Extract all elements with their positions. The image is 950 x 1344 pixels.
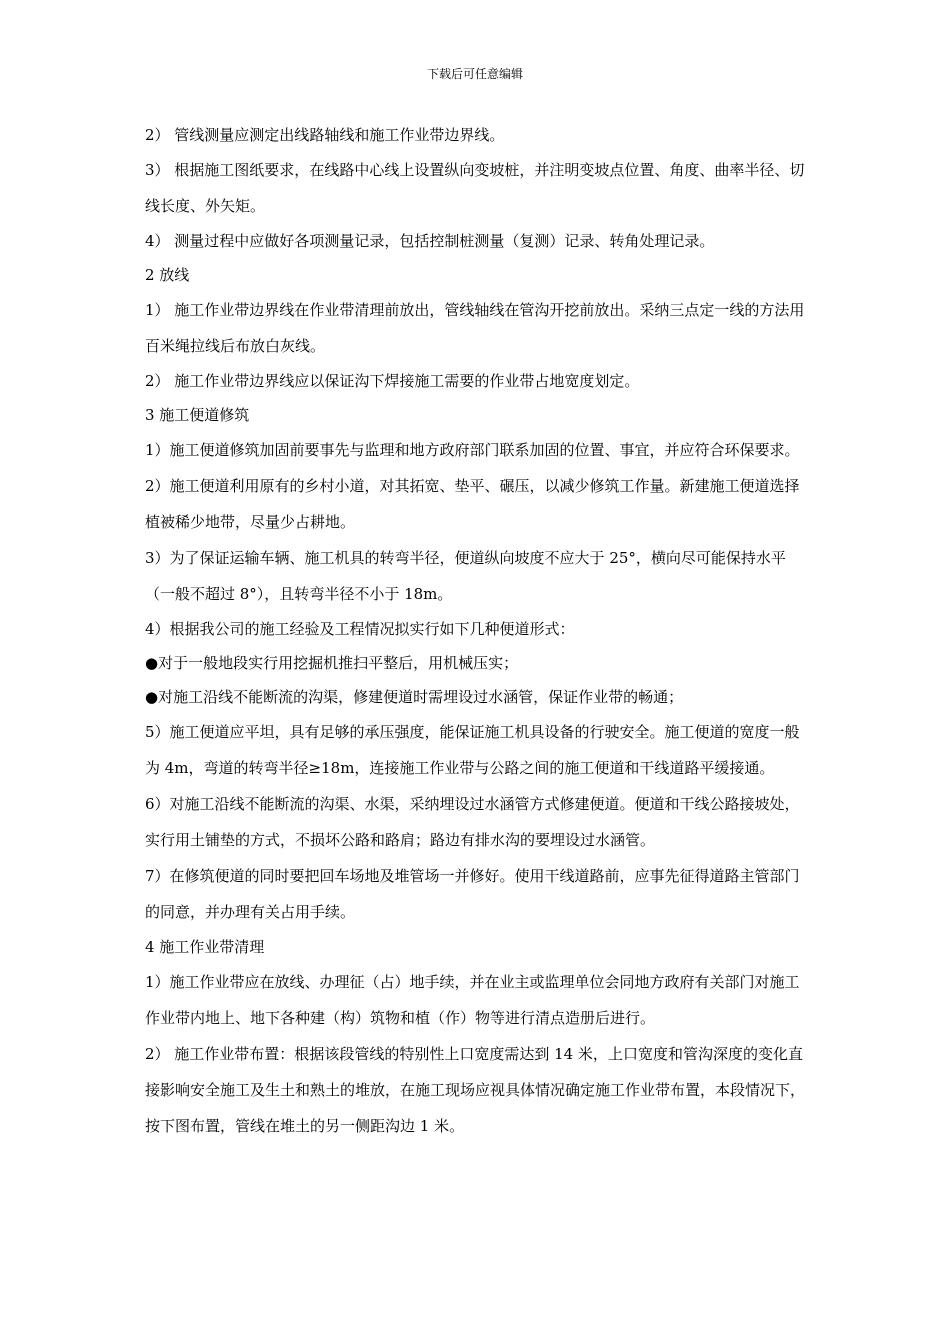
paragraph: 1）施工作业带应在放线、办理征（占）地手续，并在业主或监理单位会同地方政府有关部门对施工作业带内地上、地下各种建（构）筑物和植（作）物等进行清点造册后进行。 <box>145 973 800 1027</box>
paragraph: 6）对施工沿线不能断流的沟渠、水渠，采纳埋设过水涵管方式修建便道。便道和干线公路接坡处，实行用土铺垫的方式，不损坏公路和路肩；路边有排水沟的要埋设过水涵管。 <box>145 795 800 849</box>
paragraph: 4） 测量过程中应做好各项测量记录，包括控制桩测量（复测）记录、转角处理记录。 <box>145 232 715 250</box>
section-heading: 4 施工作业带清理 <box>145 938 265 956</box>
paragraph: 5）施工便道应平坦，具有足够的承压强度，能保证施工机具设备的行驶安全。施工便道的宽度一般为 4m，弯道的转弯半径≥18m，连接施工作业带与公路之间的施工便道和干线道路平缓接通。 <box>145 723 800 777</box>
page-header: 下载后可任意编辑 <box>426 67 523 81</box>
paragraph: 1） 施工作业带边界线在作业带清理前放出，管线轴线在管沟开挖前放出。采纳三点定一线的方法用百米绳拉线后布放白灰线。 <box>145 301 805 355</box>
paragraph: 2） 施工作业带布置：根据该段管线的特别性上口宽度需达到 14 米，上口宽度和管沟深度的变化直接影响安全施工及生土和熟土的堆放，在施工现场应视具体情况确定施工作业带布置，本段情况下，按下图布置，管线在堆土的另一侧距沟边 1 米。 <box>145 1045 806 1135</box>
document-body <box>145 118 810 1144</box>
paragraph: 1）施工便道修筑加固前要事先与监理和地方政府部门联系加固的位置、事宜，并应符合环保要求。 <box>145 441 800 459</box>
paragraph: 3） 根据施工图纸要求，在线路中心线上设置纵向变坡桩，并注明变坡点位置、角度、曲率半径、切线长度、外矢矩。 <box>145 161 805 215</box>
paragraph: 7）在修筑便道的同时要把回车场地及堆管场一并修好。使用干线道路前，应事先征得道路主管部门的同意，并办理有关占用手续。 <box>145 867 800 921</box>
section-heading: 2 放线 <box>145 266 190 284</box>
section-heading: 3 施工便道修筑 <box>145 406 250 424</box>
bullet-item: ●对施工沿线不能断流的沟渠，修建便道时需埋设过水涵管，保证作业带的畅通； <box>145 688 684 706</box>
paragraph: 2）施工便道利用原有的乡村小道，对其拓宽、垫平、碾压，以减少修筑工作量。新建施工便道选择植被稀少地带，尽量少占耕地。 <box>145 477 800 531</box>
paragraph: 4）根据我公司的施工经验及工程情况拟实行如下几种便道形式： <box>145 620 575 638</box>
paragraph: 2） 施工作业带边界线应以保证沟下焊接施工需要的作业带占地宽度划定。 <box>145 372 640 390</box>
paragraph: 3）为了保证运输车辆、施工机具的转弯半径，便道纵向坡度不应大于 25°，横向尽可能保持水平（一般不超过 8°），且转弯半径不小于 18m。 <box>145 549 786 603</box>
bullet-item: ●对于一般地段实行用挖掘机推扫平整后，用机械压实； <box>145 654 519 672</box>
paragraph: 2） 管线测量应测定出线路轴线和施工作业带边界线。 <box>145 126 505 144</box>
